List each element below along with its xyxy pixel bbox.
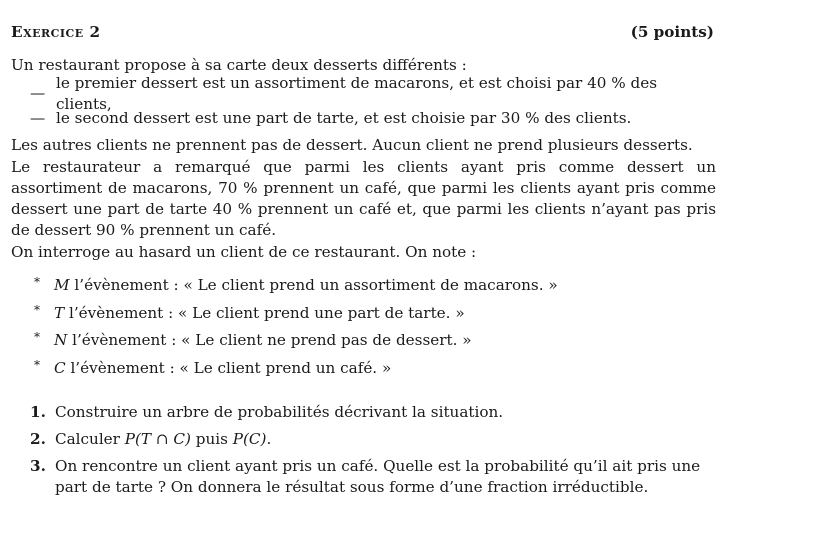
event-text: l’évènement : « Le client prend un café. » bbox=[65, 358, 392, 377]
exercise-title: Exercice 2 bbox=[11, 23, 101, 41]
paragraph-coffee: Le restaurateur a remarqué que parmi les clients ayant pris comme dessert un assortiment de macarons, 70 % prennent un café, que parmi les clients ayant pris comme dessert une part de tarte 40 % prennent un café et, que parmi les clients n’ayant pas pris de dessert 90 % prennent un café. bbox=[11, 158, 716, 239]
event-text: l’évènement : « Le client ne prend pas de dessert. » bbox=[67, 331, 472, 350]
event-variable: T bbox=[54, 303, 65, 322]
question-item bbox=[30, 456, 720, 498]
star-bullet: * bbox=[34, 330, 40, 345]
question-number: 3. bbox=[30, 457, 46, 475]
dessert-list bbox=[30, 73, 710, 131]
question-text-part: puis bbox=[190, 430, 233, 448]
exercise-points: (5 points) bbox=[630, 23, 714, 41]
exercise-header bbox=[11, 22, 714, 44]
question-list bbox=[30, 402, 720, 504]
list-item bbox=[30, 106, 710, 131]
dash-bullet: — bbox=[30, 109, 46, 127]
event-definition bbox=[54, 358, 391, 379]
event-definition bbox=[54, 330, 472, 351]
question-text bbox=[55, 429, 720, 450]
list-item bbox=[30, 73, 710, 113]
event-definition bbox=[54, 303, 465, 324]
math-expression: P(C) bbox=[232, 430, 267, 448]
question-text: On rencontre un client ayant pris un café. Quelle est la probabilité qu’il ait pris une part de tarte ? On donnera le résultat sous forme d’une fraction irréductible. bbox=[55, 457, 701, 496]
intro-text: Un restaurant propose à sa carte deux desserts différents : bbox=[11, 56, 467, 74]
dash-bullet: — bbox=[30, 84, 46, 102]
question-item bbox=[30, 402, 720, 423]
paragraph-no-dessert: Les autres clients ne prennent pas de dessert. Aucun client ne prend plusieurs desserts. bbox=[11, 136, 693, 154]
event-list bbox=[34, 272, 694, 382]
question-text: Construire un arbre de probabilités décrivant la situation. bbox=[55, 403, 504, 421]
event-variable: N bbox=[54, 331, 68, 350]
list-item bbox=[34, 355, 694, 383]
event-definition bbox=[54, 275, 558, 296]
question-text-part: Calculer bbox=[55, 430, 125, 448]
event-variable: M bbox=[54, 276, 70, 295]
star-bullet: * bbox=[34, 302, 40, 317]
question-text-part: . bbox=[266, 430, 272, 448]
list-item bbox=[34, 272, 694, 300]
event-variable: C bbox=[54, 358, 66, 377]
dessert-text: le premier dessert est un assortiment de macarons, et est choisi par 40 % des clients, bbox=[56, 73, 658, 113]
star-bullet: * bbox=[34, 357, 40, 372]
event-text: l’évènement : « Le client prend un assortiment de macarons. » bbox=[69, 276, 558, 295]
star-bullet: * bbox=[34, 275, 40, 290]
paragraph-notation: On interroge au hasard un client de ce restaurant. On note : bbox=[11, 243, 477, 261]
math-expression: P(T ∩ C) bbox=[124, 430, 191, 448]
dessert-text: le second dessert est une part de tarte, et est choisie par 30 % des clients. bbox=[56, 109, 632, 127]
event-text: l’évènement : « Le client prend une part de tarte. » bbox=[64, 303, 465, 322]
list-item bbox=[34, 327, 694, 355]
question-number: 2. bbox=[30, 430, 46, 448]
list-item bbox=[34, 300, 694, 328]
question-item bbox=[30, 429, 720, 450]
question-number: 1. bbox=[30, 403, 46, 421]
